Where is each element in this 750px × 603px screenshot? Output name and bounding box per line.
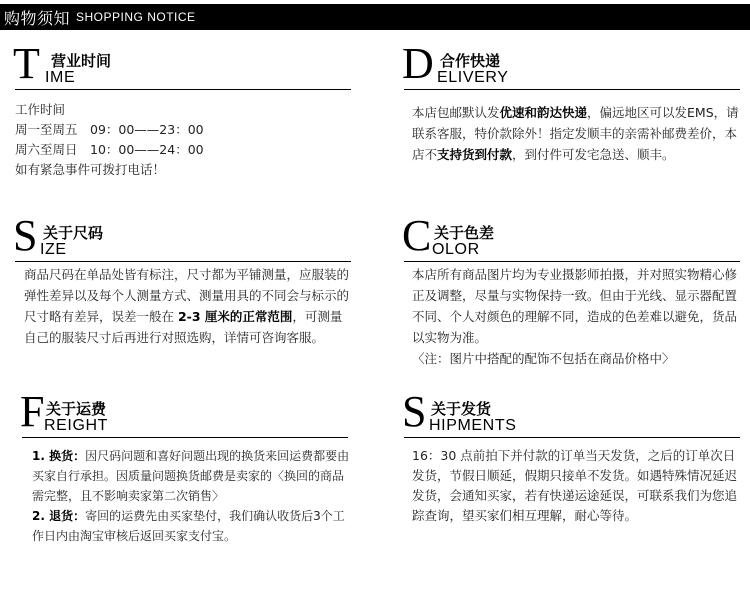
initial-letter: S xyxy=(13,211,38,260)
section-title-cn: 关于色差 xyxy=(434,224,495,242)
section-business-hours xyxy=(13,39,351,177)
section-title-en: HIPMENTS xyxy=(429,417,517,434)
note: 〈注：图片中搭配的配饰不包括在商品价格中〉 xyxy=(412,351,675,366)
section-body xyxy=(412,446,740,526)
section-header xyxy=(402,39,740,88)
paragraph: 本店包邮默认发优速和韵达快递，偏远地区可以发EMS，请联系客服，特价款除外！指定发顺丰的亲需补邮费差价，本店不支持货到付款，到付件可发宅急送、顺丰。 xyxy=(412,105,739,162)
section-header xyxy=(13,211,351,260)
section-delivery xyxy=(402,39,740,162)
initial-letter: T xyxy=(13,39,40,88)
text-line: 工作时间 xyxy=(15,102,66,117)
section-header xyxy=(402,387,740,436)
section-body xyxy=(412,102,740,165)
divider xyxy=(22,437,348,438)
text-line: 如有紧急事件可拨打电话！ xyxy=(15,162,166,177)
section-title-en: OLOR xyxy=(432,241,480,258)
section-title-cn: 关于发货 xyxy=(431,400,492,418)
paragraph: 16：30 点前拍下并付款的订单当天发货，之后的订单次日发货，节假日顺延，假期只接单不发货。如遇特殊情况延迟发货，会通知买家，若有快递运途延误，可联系我们为您追踪查询，望买家们相互理解，耐心等待。 xyxy=(412,448,738,523)
shopping-notice-banner xyxy=(0,4,750,30)
initial-letter: S xyxy=(402,387,427,436)
section-title-en: IZE xyxy=(40,241,67,258)
divider xyxy=(15,89,351,90)
section-freight xyxy=(20,387,358,543)
section-title-en: IME xyxy=(45,69,76,86)
section-header xyxy=(402,211,740,260)
text-line: 周一至周五 09：00——23：00 xyxy=(15,122,204,137)
paragraph: 商品尺码在单品处皆有标注，尺寸都为平铺测量，应服装的弹性差异以及每个人测量方式、测量用具的不同会与标示的尺寸略有差异，误差一般在 2-3 厘米的正常范围，可测量自己的服装尺寸后再进行对照选购，详情可咨询客服。 xyxy=(24,267,350,345)
text-line: 周六至周日 10：00——24：00 xyxy=(15,142,204,157)
section-title-cn: 关于运费 xyxy=(46,400,107,418)
section-color xyxy=(402,211,740,366)
section-title-cn: 合作快递 xyxy=(440,52,501,70)
section-body xyxy=(412,264,740,369)
paragraph: 本店所有商品图片均为专业摄影师拍摄，并对照实物精心修正及调整，尽量与实物保持一致。但由于光线、显示器配置不同、个人对颜色的理解不同，造成的色差难以避免，货品以实物为准。 xyxy=(412,267,738,345)
banner-title-en: SHOPPING NOTICE xyxy=(76,10,196,24)
section-title-en: REIGHT xyxy=(44,417,109,434)
divider xyxy=(404,437,740,438)
section-title-en: ELIVERY xyxy=(437,69,509,86)
section-body xyxy=(15,100,351,180)
divider xyxy=(15,261,351,262)
initial-letter: C xyxy=(402,211,432,260)
section-header xyxy=(20,387,358,436)
section-title-cn: 关于尺码 xyxy=(43,224,104,242)
divider xyxy=(404,261,740,262)
section-shipments xyxy=(402,387,740,523)
divider xyxy=(404,89,740,90)
initial-letter: D xyxy=(402,39,434,88)
section-header xyxy=(13,39,351,88)
list-item: 2. 退货：寄回的运费先由买家垫付，我们确认收货后3个工作日内由淘宝审核后返回买家支付宝。 xyxy=(32,509,345,543)
banner-title-cn: 购物须知 xyxy=(4,8,71,28)
section-body xyxy=(24,264,351,348)
list-item: 1. 换货：因尺码问题和喜好问题出现的换货来回运费都要由买家自行承担。因质量问题换货邮费是卖家的〈换回的商品需完整，且不影响卖家第二次销售〉 xyxy=(32,449,350,503)
section-size xyxy=(13,211,351,345)
section-body xyxy=(32,446,352,546)
section-title-cn: 营业时间 xyxy=(51,52,112,70)
initial-letter: F xyxy=(20,387,45,436)
